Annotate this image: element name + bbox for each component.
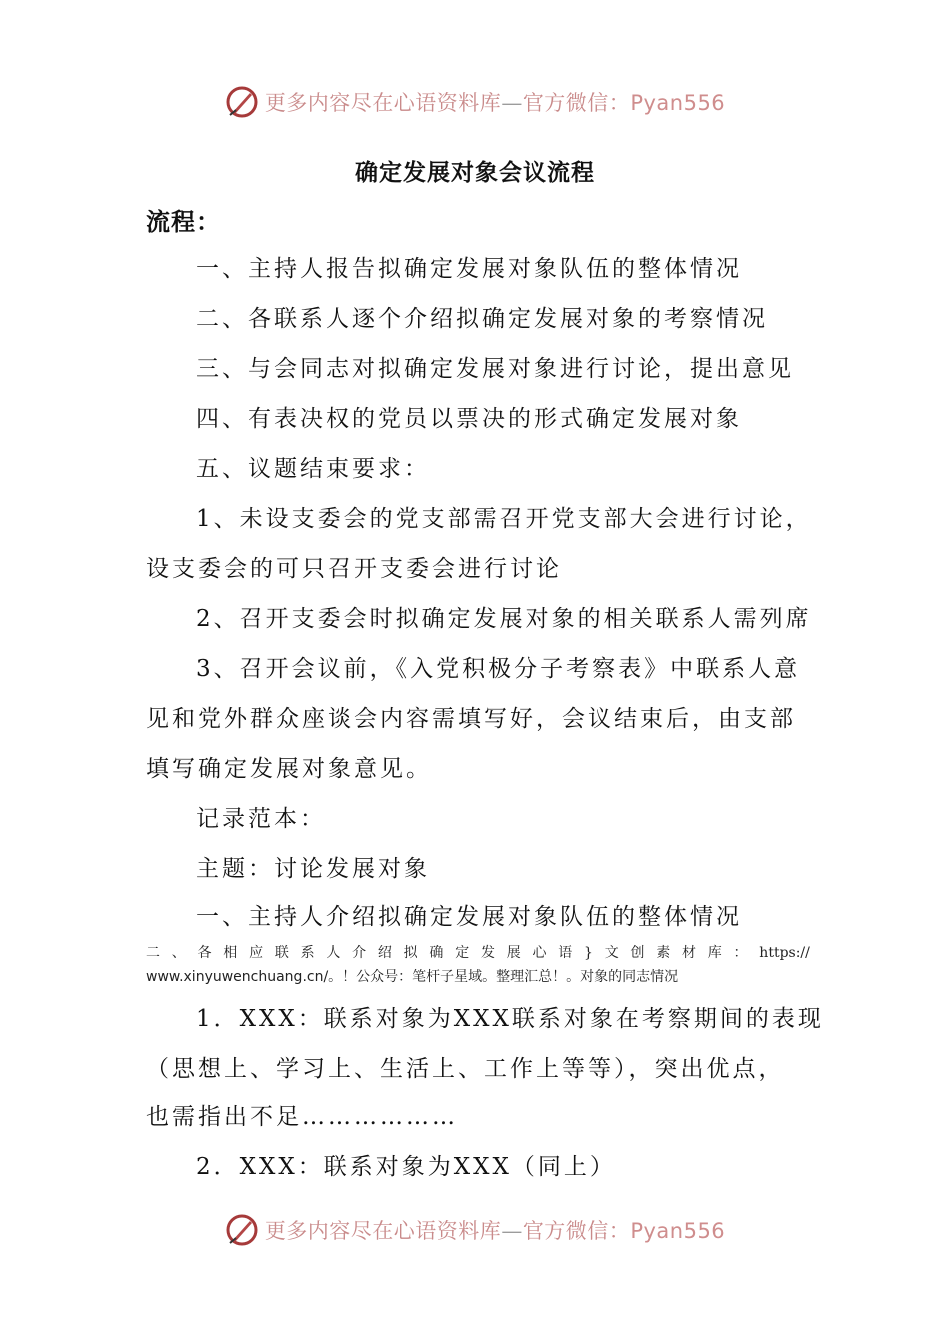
paragraph-line: 也需指出不足……………… [146,1104,458,1130]
paragraph-line: 2．XXX：联系对象为XXX（同上） [196,1154,616,1180]
quill-logo-icon [225,85,259,119]
paragraph-line: 五、议题结束要求： [196,456,430,482]
paragraph-line: 1．XXX：联系对象为XXX联系对象在考察期间的表现 [196,1006,824,1032]
quill-logo-icon [225,1213,259,1247]
paragraph-line: 见和党外群众座谈会内容需填写好，会议结束后，由支部 [146,706,796,732]
watermark-text: 更多内容尽在心语资料库—官方微信：Pyan556 [264,91,726,115]
page-title: 确定发展对象会议流程 [355,159,595,186]
paragraph-line: 二、各联系人逐个介绍拟确定发展对象的考察情况 [196,306,768,332]
paragraph-line: 一、主持人介绍拟确定发展对象队伍的整体情况 [196,904,742,930]
paragraph-line: 3、召开会议前，《入党积极分子考察表》中联系人意 [196,656,801,682]
watermark-inline-line-2: www.xinyuwenchuang.cn/。！公众号：笔杆子星域。整理汇总！。对象的同志情况 [146,969,679,985]
paragraph-line: 记录范本： [196,806,326,832]
paragraph-line: （思想上、学习上、生活上、工作上等等），突出优点， [146,1056,785,1082]
paragraph-line: 三、与会同志对拟确定发展对象进行讨论，提出意见 [196,356,794,382]
section-label: 流程： [146,207,221,236]
paragraph-line: 填写确定发展对象意见。 [146,756,432,782]
watermark-text: 更多内容尽在心语资料库—官方微信：Pyan556 [264,1219,726,1243]
watermark-inline-line: 二 、 各 相 应 联 系 人 介 绍 拟 确 定 发 展 心 语 } 文 创 素 材 库 ： https:// [146,945,810,961]
paragraph-line: 一、主持人报告拟确定发展对象队伍的整体情况 [196,256,742,282]
paragraph-line: 1、未设支委会的党支部需召开党支部大会进行讨论， [196,506,812,532]
header-watermark [0,80,950,124]
footer-watermark [0,1208,950,1252]
paragraph-line: 2、召开支委会时拟确定发展对象的相关联系人需列席 [196,606,812,632]
paragraph-line: 四、有表决权的党员以票决的形式确定发展对象 [196,406,742,432]
paragraph-line: 设支委会的可只召开支委会进行讨论 [146,556,562,582]
paragraph-line: 主题：讨论发展对象 [196,856,430,882]
